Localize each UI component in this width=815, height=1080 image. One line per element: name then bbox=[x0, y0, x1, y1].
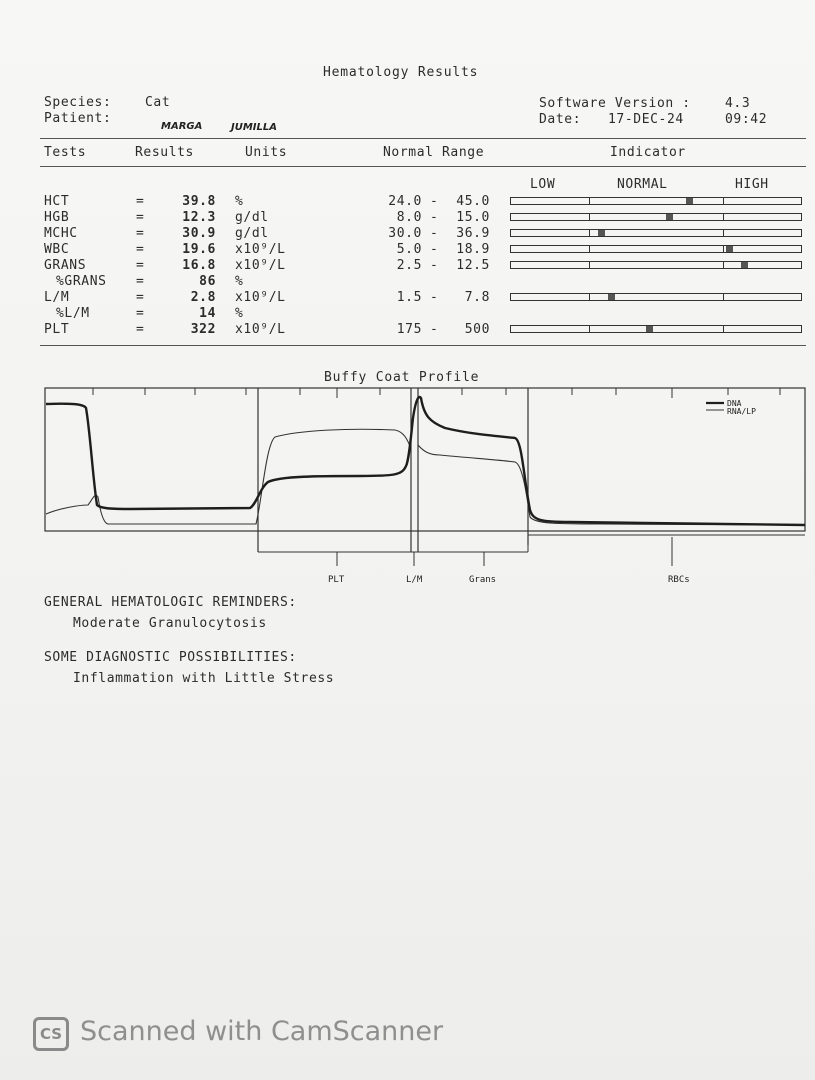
result-unit: g/dl bbox=[235, 226, 269, 241]
test-name: GRANS bbox=[44, 258, 87, 273]
region-label-grans: Grans bbox=[469, 575, 497, 585]
result-unit: x10⁹/L bbox=[235, 242, 286, 257]
range-dash: - bbox=[430, 258, 439, 273]
result-value: 2.8 bbox=[190, 290, 216, 305]
test-name: %GRANS bbox=[56, 274, 107, 289]
col-normal-range: Normal Range bbox=[383, 145, 485, 160]
result-unit: % bbox=[235, 306, 244, 321]
range-high: 36.9 bbox=[456, 226, 490, 241]
result-value: 86 bbox=[199, 274, 216, 289]
result-value: 39.8 bbox=[182, 194, 216, 209]
test-name: PLT bbox=[44, 322, 70, 337]
result-unit: x10⁹/L bbox=[235, 322, 286, 337]
software-version: 4.3 bbox=[725, 96, 751, 111]
range-dash: - bbox=[430, 290, 439, 305]
patient-first-name: MARGA bbox=[161, 121, 203, 132]
test-name: HGB bbox=[44, 210, 70, 225]
equals-sign: = bbox=[136, 242, 145, 257]
dna-curve bbox=[46, 397, 805, 525]
reminders-heading: GENERAL HEMATOLOGIC REMINDERS: bbox=[44, 595, 297, 610]
result-unit: x10⁹/L bbox=[235, 290, 286, 305]
result-value: 30.9 bbox=[182, 226, 216, 241]
range-high: 12.5 bbox=[456, 258, 490, 273]
test-name: HCT bbox=[44, 194, 70, 209]
camscanner-watermark: Scanned with CamScanner bbox=[80, 1016, 444, 1047]
col-indicator: Indicator bbox=[610, 145, 686, 160]
range-dash: - bbox=[430, 242, 439, 257]
legend-rna-label: RNA/LP bbox=[727, 407, 756, 416]
result-value: 19.6 bbox=[182, 242, 216, 257]
equals-sign: = bbox=[136, 194, 145, 209]
range-low: 5.0 bbox=[396, 242, 422, 257]
range-low: 24.0 bbox=[388, 194, 422, 209]
range-dash: - bbox=[430, 226, 439, 241]
region-label-plt: PLT bbox=[328, 575, 345, 585]
date-label: Date: bbox=[539, 112, 582, 127]
range-dash: - bbox=[430, 194, 439, 209]
result-value: 16.8 bbox=[182, 258, 216, 273]
time-value: 09:42 bbox=[725, 112, 768, 127]
patient-label: Patient: bbox=[44, 111, 112, 126]
test-name: L/M bbox=[44, 290, 70, 305]
range-low: 1.5 bbox=[396, 290, 422, 305]
range-high: 15.0 bbox=[456, 210, 490, 225]
species-label: Species: bbox=[44, 95, 112, 110]
top-ticks bbox=[93, 388, 780, 398]
equals-sign: = bbox=[136, 210, 145, 225]
patient-last-name: JUMILLA bbox=[231, 122, 277, 133]
result-unit: g/dl bbox=[235, 210, 269, 225]
indicator-high-label: HIGH bbox=[735, 177, 769, 192]
range-high: 18.9 bbox=[456, 242, 490, 257]
result-unit: x10⁹/L bbox=[235, 258, 286, 273]
range-high: 500 bbox=[464, 322, 490, 337]
indicator-normal-label: NORMAL bbox=[617, 177, 668, 192]
range-high: 7.8 bbox=[464, 290, 490, 305]
result-value: 12.3 bbox=[182, 210, 216, 225]
date-value: 17-DEC-24 bbox=[608, 112, 684, 127]
camscanner-logo-icon: CS bbox=[33, 1017, 69, 1051]
range-low: 175 bbox=[396, 322, 422, 337]
software-label: Software Version : bbox=[539, 96, 691, 111]
diagnostic-text: Inflammation with Little Stress bbox=[73, 671, 335, 686]
equals-sign: = bbox=[136, 306, 145, 321]
reminders-text: Moderate Granulocytosis bbox=[73, 616, 267, 631]
result-unit: % bbox=[235, 194, 244, 209]
equals-sign: = bbox=[136, 290, 145, 305]
equals-sign: = bbox=[136, 274, 145, 289]
range-dash: - bbox=[430, 322, 439, 337]
equals-sign: = bbox=[136, 258, 145, 273]
result-unit: % bbox=[235, 274, 244, 289]
test-name: WBC bbox=[44, 242, 70, 257]
region-label-lm: L/M bbox=[406, 575, 423, 585]
col-tests: Tests bbox=[44, 145, 87, 160]
diagnostic-heading: SOME DIAGNOSTIC POSSIBILITIES: bbox=[44, 650, 297, 665]
range-dash: - bbox=[430, 210, 439, 225]
legend-dna-label: DNA bbox=[727, 399, 742, 408]
col-units: Units bbox=[245, 145, 288, 160]
test-name: MCHC bbox=[44, 226, 78, 241]
result-value: 322 bbox=[190, 322, 216, 337]
region-label-rbcs: RBCs bbox=[668, 575, 690, 585]
rna-lp-curve bbox=[46, 429, 805, 525]
range-high: 45.0 bbox=[456, 194, 490, 209]
equals-sign: = bbox=[136, 226, 145, 241]
range-low: 2.5 bbox=[396, 258, 422, 273]
species-value: Cat bbox=[145, 95, 171, 110]
indicator-low-label: LOW bbox=[530, 177, 556, 192]
result-value: 14 bbox=[199, 306, 216, 321]
range-low: 30.0 bbox=[388, 226, 422, 241]
test-name: %L/M bbox=[56, 306, 90, 321]
equals-sign: = bbox=[136, 322, 145, 337]
range-low: 8.0 bbox=[396, 210, 422, 225]
col-results: Results bbox=[135, 145, 194, 160]
report-title: Hematology Results bbox=[323, 65, 479, 80]
buffy-title: Buffy Coat Profile bbox=[324, 370, 480, 385]
